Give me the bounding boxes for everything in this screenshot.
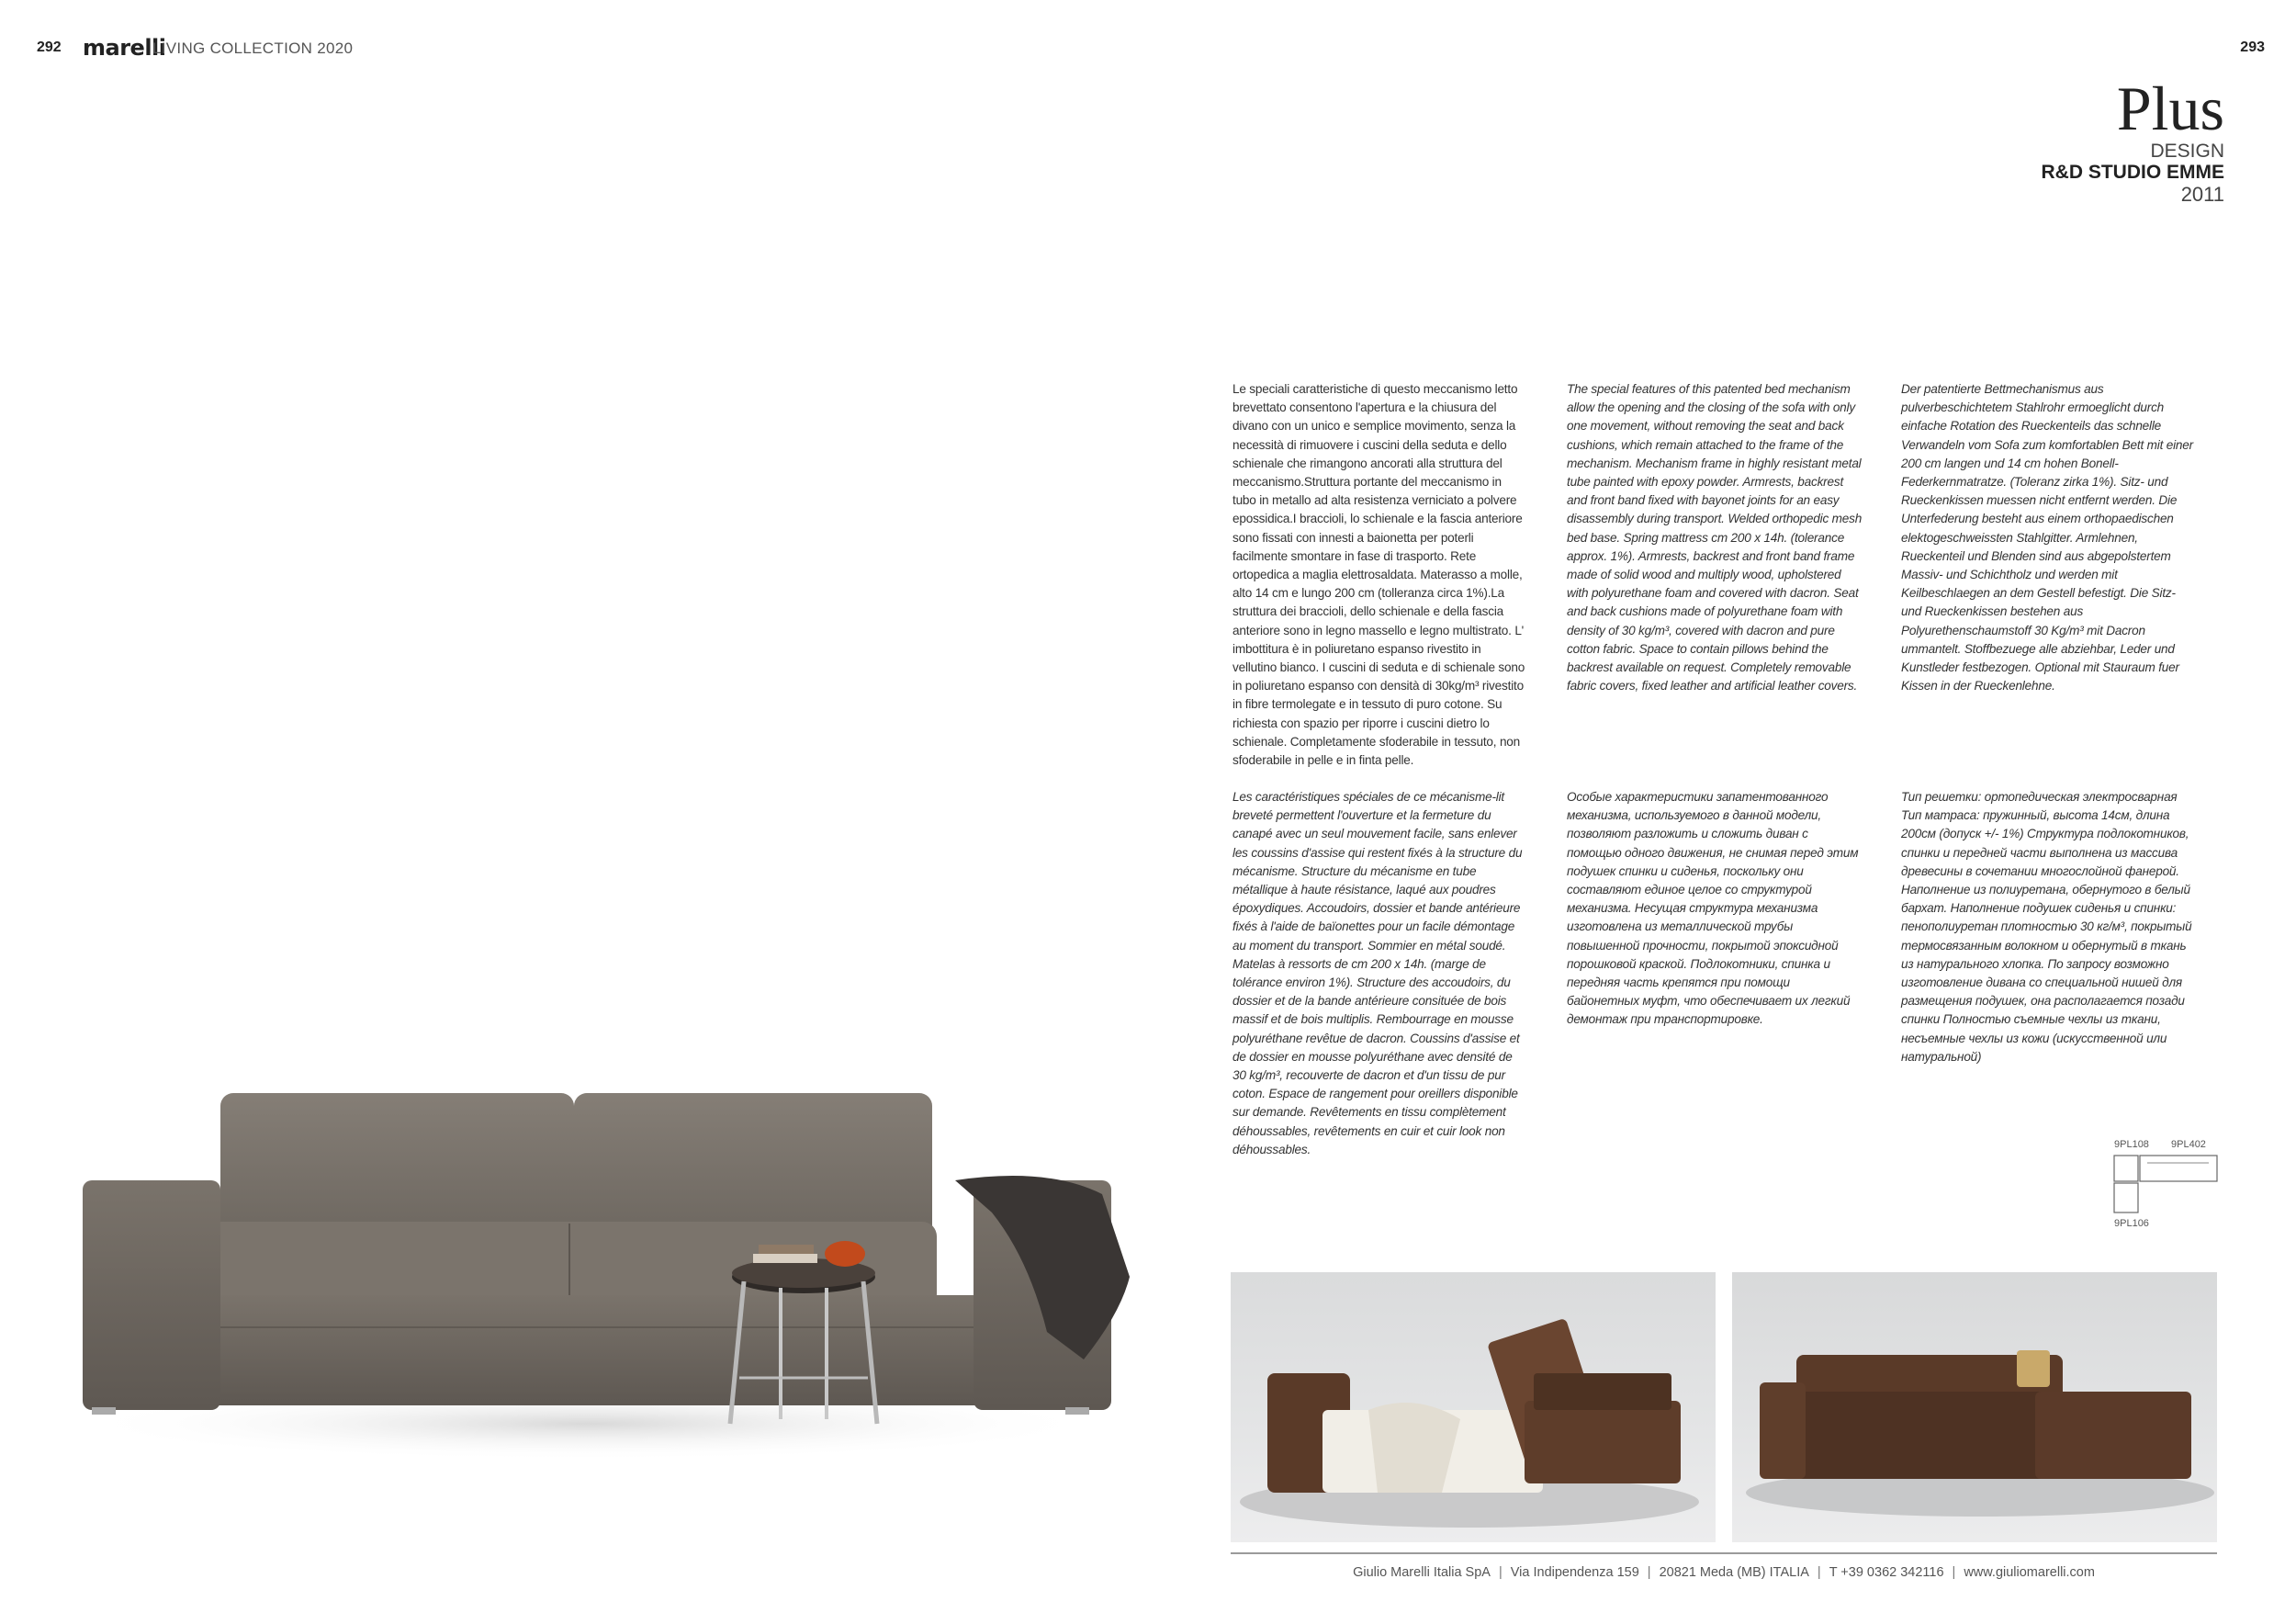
- description-french: Les caractéristiques spéciales de ce mécanisme-lit breveté permettent l'ouverture et la fermeture du canapé avec un seul mouvement facile, sans enlever les coussins d'assise qui restent fixés à la structure du mécanisme. Structure du mécanisme en tube métallique à haute résistance, laqué aux poudres époxydiques. Accoudoirs, dossier et bande antérieure fixés à l'aide de baïonettes pour un facile démontage au moment du transport. Sommier en métal soudé. Matelas à ressorts de cm 200 x 14h. (marge de tolérance environ 1%). Structure des accoudoirs, du dossier et de la bande antérieure consituée de bois massif et de bois multiplis. Rembourrage en mousse polyuréthane revêtue de dacron. Coussins d'assise et de dossier en mousse polyuréthane avec densité de 30 kg/m³, recouverte de dacron et d'un tissu de pur coton. Espace de rangement pour oreillers disponible sur demande. Revêtements en tissu complètement déhoussables, revêtements en cuir et cuir look non déhoussables.: [1232, 790, 1523, 1156]
- config-code-3: 9PL106: [2114, 1218, 2149, 1229]
- config-code-1: 9PL108: [2114, 1139, 2149, 1150]
- description-italian: Le speciali caratteristiche di questo meccanismo letto brevettato consentono l'apertura e la chiusura del divano con un unico e semplice movimento, senza la necessità di rimuovere i cuscini della seduta e dello schienale che rimangono ancorati alla struttura del meccanismo.Struttura portante del meccanismo in tubo in metallo ad alta resistenza verniciato a polvere epossidica.I braccioli, lo schienale e la fascia anteriore sono fissati con innesti a baionetta per poterli facilmente smontare in fase di trasporto. Rete ortopedica a maglia elettrosaldata. Materasso a molle, alto 14 cm e lungo 200 cm (tolleranza circa 1%).La struttura dei braccioli, dello schienale e della fascia anteriore sono in legno massello e legno multistrato. L' imbottitura è in poliuretano espanso rivestito in vellutino bianco. I cuscini di seduta e di schienale sono in poliuretano espanso con densità di 30kg/m³ rivestito in fibre termolegate e in tessuto di puro cotone. Su richiesta con spazio per riporre i cuscini dietro lo schienale. Completamente sfoderabile in tessuto, non sfoderabile in pelle e in finta pelle.: [1232, 382, 1525, 768]
- design-label: DESIGN: [2150, 141, 2224, 162]
- footer: [1231, 1565, 2217, 1580]
- sofa-illustration: [73, 1056, 1157, 1460]
- footer-city: 20821 Meda (MB) ITALIA: [1659, 1565, 1809, 1580]
- brand-logo: marelli: [83, 35, 166, 61]
- design-year: 2011: [2180, 183, 2224, 206]
- footer-separator: |: [1817, 1565, 1821, 1580]
- left-page-number: 292: [37, 39, 62, 55]
- right-page-number: 293: [2240, 39, 2265, 55]
- footer-phone: T +39 0362 342116: [1829, 1565, 1944, 1580]
- footer-separator: |: [1498, 1565, 1503, 1580]
- configuration-diagram: [2112, 1139, 2232, 1240]
- config-code-2: 9PL402: [2171, 1139, 2206, 1150]
- product-title-block: [2042, 75, 2225, 206]
- sofa-bed-illustration: [1231, 1272, 1716, 1542]
- corner-sofa-illustration: [1732, 1272, 2217, 1542]
- footer-divider: [1231, 1552, 2217, 1554]
- description-russian-part-2: Тип решетки: ортопедическая электросварная Тип матраса: пружинный, высота 14см, длина 200см (допуск +/- 1%) Структура подлокотников, спинки и передней части выполнена из массива древесины в сочетании многослойной фанерой. Наполнение из полиуретана, обернутого в белый бархат. Наполнение подушек сиденья и спинки: пенополиуретан плотностью 30 кг/м³, покрытый термосвязанным волокном и обернутый в ткань из натурального хлопка. По запросу возможно изготовление дивана со специальной нишей для размещения подушек, она располагается позади спинки Полностью съемные чехлы из ткани, несъемные чехлы из кожи (искусственной или натуральной): [1901, 790, 2192, 1064]
- description-russian-part-1: Особые характеристики запатентованного механизма, используемого в данной модели, позволяют разложить и сложить диван с помощью одного движения, не снимая перед этим подушек спинки и сиденья, поскольку они составляют единое целое со структурой механизма. Несущая структура механизма изготовлена из металлической трубы повышенной прочности, покрытой эпоксидной порошковой краской. Подлокотники, спинка и передняя часть крепятся при помощи байонетных муфт, что обеспечивает их легкий демонтаж при транспортировке.: [1567, 790, 1859, 1027]
- config-layout-icon: [2112, 1154, 2223, 1218]
- footer-separator: |: [1647, 1565, 1651, 1580]
- description-german: Der patentierte Bettmechanismus aus pulverbeschichtetem Stahlrohr ermoeglicht durch einfache Rotation des Rueckenteils das schnelle Verwandeln vom Sofa zum komfortablen Bett mit einer 200 cm langen und 14 cm hohen Bonell-Federkernmatratze. (Toleranz zirka 1%). Sitz- und Rueckenkissen muessen nicht entfernt werden. Die Unterfederung besteht aus einem orthopaedischen elektogeschweissten Stahlgitter. Armlehnen, Rueckenteil und Blenden sind aus abgepolstertem Massiv- und Schichtholz und werden mit Keilbeschlaegen an dem Gestell befestigt. Die Sitz- und Rueckenkissen bestehen aus Polyurethenschaumstoff 30 Kg/m³ mit Dacron ummantelt. Stoffbezuege alle abziehbar, Leder und Kunstleder festbezogen. Optional mit Stauraum fuer Kissen in der Rueckenlehne.: [1901, 382, 2193, 694]
- bed-open-photo: [1231, 1272, 1716, 1542]
- footer-separator: |: [1952, 1565, 1956, 1580]
- collection-title: LIVING COLLECTION 2020: [152, 39, 354, 57]
- product-title: Plus: [2116, 73, 2224, 143]
- footer-website[interactable]: www.giuliomarelli.com: [1964, 1565, 2095, 1580]
- main-sofa-photo: [73, 1056, 1157, 1460]
- footer-address: Via Indipendenza 159: [1510, 1565, 1639, 1580]
- corner-sofa-photo: [1732, 1272, 2217, 1542]
- footer-company: Giulio Marelli Italia SpA: [1353, 1565, 1491, 1580]
- description-english: The special features of this patented bed mechanism allow the opening and the closing of the sofa with only one movement, without removing the seat and back cushions, which remain attached to the frame of the mechanism. Mechanism frame in highly resistant metal tube painted with epoxy powder. Armrests, backrest and front band fixed with bayonet joints for an easy disassembly during transport. Welded orthopedic mesh bed base. Spring mattress cm 200 x 14h. (tolerance approx. 1%). Armrests, backrest and front band frame made of solid wood and multiply wood, upholstered with polyurethane foam and covered with dacron. Seat and back cushions made of polyurethane foam with density of 30 kg/m³, covered with dacron and pure cotton fabric. Space to contain pillows behind the backrest available on request. Completely removable fabric covers, fixed leather and artificial leather covers.: [1567, 382, 1863, 694]
- designer-name: R&D STUDIO EMME: [2041, 162, 2224, 183]
